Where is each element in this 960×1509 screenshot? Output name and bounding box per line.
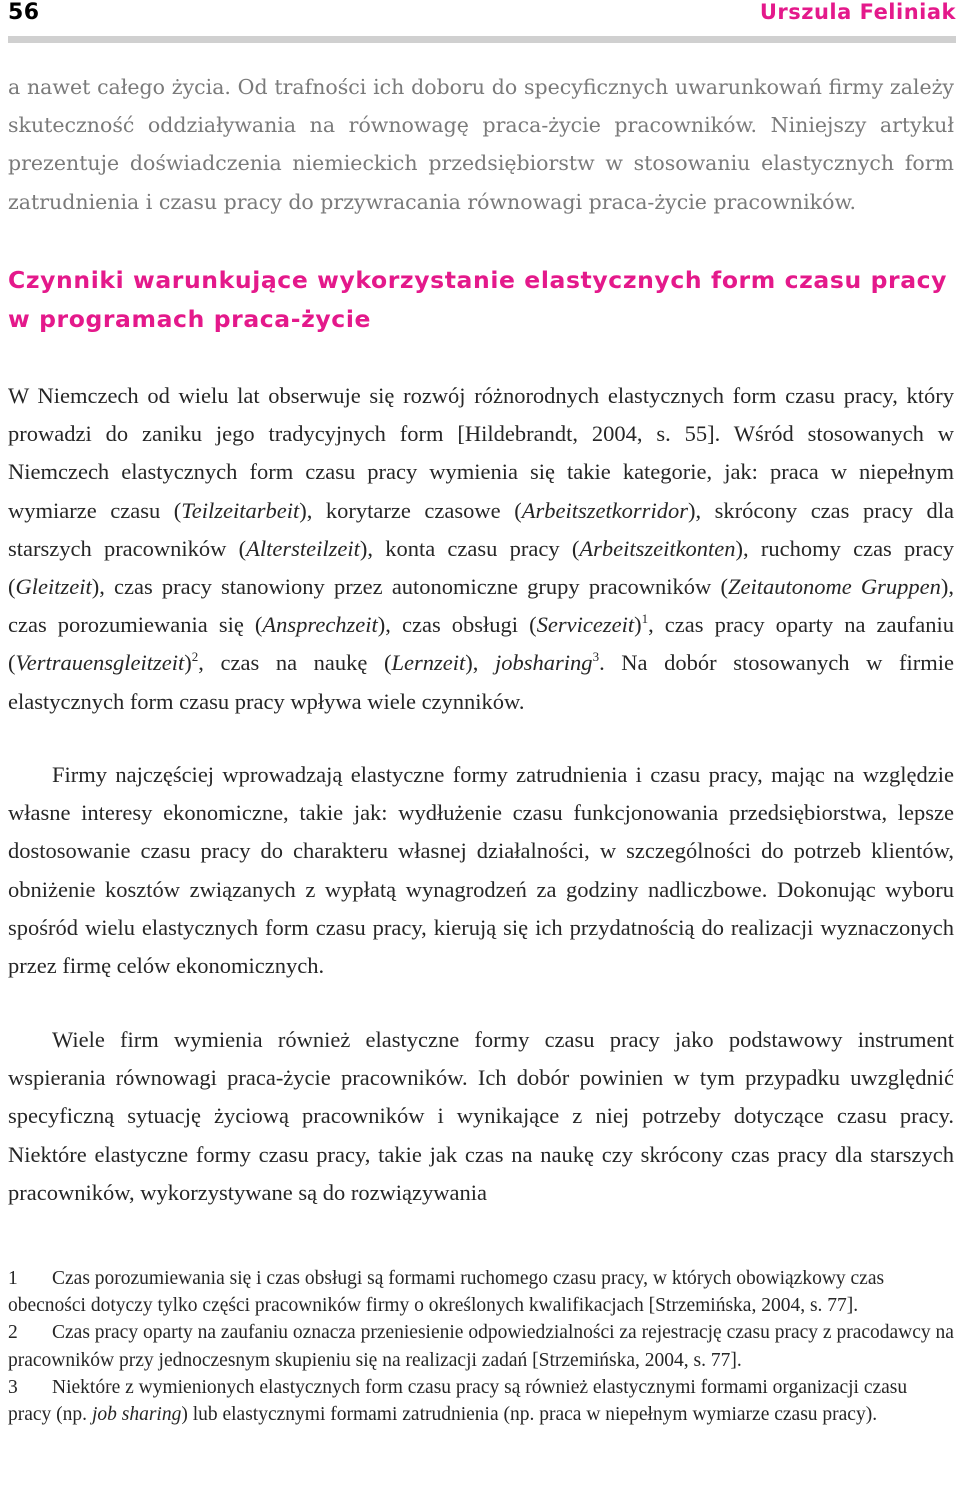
footnote-text: Czas pracy oparty na zaufaniu oznacza przeniesienie odpowiedzialności za rejestrację czasu pracy z pracodawcy na pracowników przy jednoczesnym skupieniu się na realizacji zadań [Strzemińska, 2004, s. 77]. <box>8 1322 954 1371</box>
intro-paragraph: a nawet całego życia. Od trafności ich doboru do specyficznych uwarunkowań firmy zależy skuteczność oddziaływania na równowagę praca-życie pracowników. Niniejszy artykuł prezentuje doświadczenia niemieckich przedsiębiorstw w stosowaniu elastycznych form zatrudnienia i czasu pracy do przywracania równowagi praca-życie pracowników. <box>8 75 954 214</box>
footnote-ref-3[interactable]: 3 <box>592 649 600 665</box>
footnote-number: 3 <box>8 1376 18 1398</box>
page-header <box>8 0 956 34</box>
body-paragraph-3: Wiele firm wymienia również elastyczne formy czasu pracy jako podstawowy instrument wspierania równowagi praca-życie pracowników. Ich dobór powinien w tym przypadku uwzględnić specyficzną sytuację życiową pracowników i wynikające z niej potrzeby dotyczące czasu pracy. Niektóre elastyczne formy czasu pracy, takie jak czas na naukę czy skrócony czas pracy dla starszych pracowników, wykorzystywane są do rozwiązywania <box>8 1027 954 1205</box>
footnote-number: 1 <box>8 1268 18 1289</box>
section-heading: Czynniki warunkujące wykorzystanie elastycznych form czasu pracy w programach praca-życie <box>8 266 948 333</box>
footnote-1 <box>8 1265 954 1319</box>
header-rule <box>8 36 956 43</box>
footnote-number: 2 <box>8 1322 18 1344</box>
footnote-2 <box>8 1319 954 1373</box>
body-paragraph-1: W Niemczech od wielu lat obserwuje się rozwój różnorodnych elastycznych form czasu pracy, który prowadzi do zaniku jego tradycyjnych form [Hildebrandt, 2004, s. 55]. Wśród stosowanych w Niemczech elastycznych form czasu pracy wymienia się takie kategorie, jak: praca w niepełnym wymiarze czasu (Teilzeitarbeit), korytarze czasowe (Arbeitszetkorridor), skrócony czas pracy dla starszych pracowników (Altersteilzeit), konta czasu pracy (Arbeitszeitkonten), ruchomy czas pracy (Gleitzeit), czas pracy stanowiony przez autonomiczne grupy pracowników (Zeitautonome Gruppen), czas porozumiewania się (Ansprechzeit), czas obsługi (Servicezeit)$^1$, czas pracy oparty na zaufaniu (Vertrauensgleitzeit)$^2$, czas na naukę (Lernzeit), jobsharing$^3$. Na dobór stosowanych w firmie elastycznych form czasu pracy wpływa wiele czynników. <box>8 383 955 714</box>
footnotes <box>8 1265 954 1428</box>
footnote-ref-2[interactable]: 2 <box>191 649 199 665</box>
footnote-ref-1[interactable]: 1 <box>641 611 649 627</box>
body-paragraph-2: Firmy najczęściej wprowadzają elastyczne formy zatrudnienia i czasu pracy, mając na względzie własne interesy ekonomiczne, takie jak: wydłużenie czasu funkcjonowania przedsiębiorstwa, lepsze dostosowanie czasu pracy do charakteru własnej działalności, w szczególności do potrzeb klientów, obniżenie kosztów związanych z wypłatą wynagrodzeń za godziny nadliczbowe. Dokonując wyboru spośród wielu elastycznych form czasu pracy, kierują się ich przydatnością do realizacji wyznaczonych przez firmę celów ekonomicznych. <box>8 762 954 979</box>
running-head-author: Urszula Feliniak <box>759 0 956 24</box>
page-number: 56 <box>8 0 40 25</box>
footnote-3: 3 Niektóre z wymienionych elastycznych form czasu pracy są również elastycznymi formami organizacji czasu pracy (np. job sharing) lub elastycznymi formami zatrudnienia (np. praca w niepełnym wymiarze czasu pracy). <box>8 1374 954 1428</box>
footnote-text: Czas porozumiewania się i czas obsługi są formami ruchomego czasu pracy, w których obowiązkowy czas obecności dotyczy tylko części pracowników firmy o określonych kwalifikacjach [Strzemińska, 2004, s. 77]. <box>8 1268 885 1317</box>
